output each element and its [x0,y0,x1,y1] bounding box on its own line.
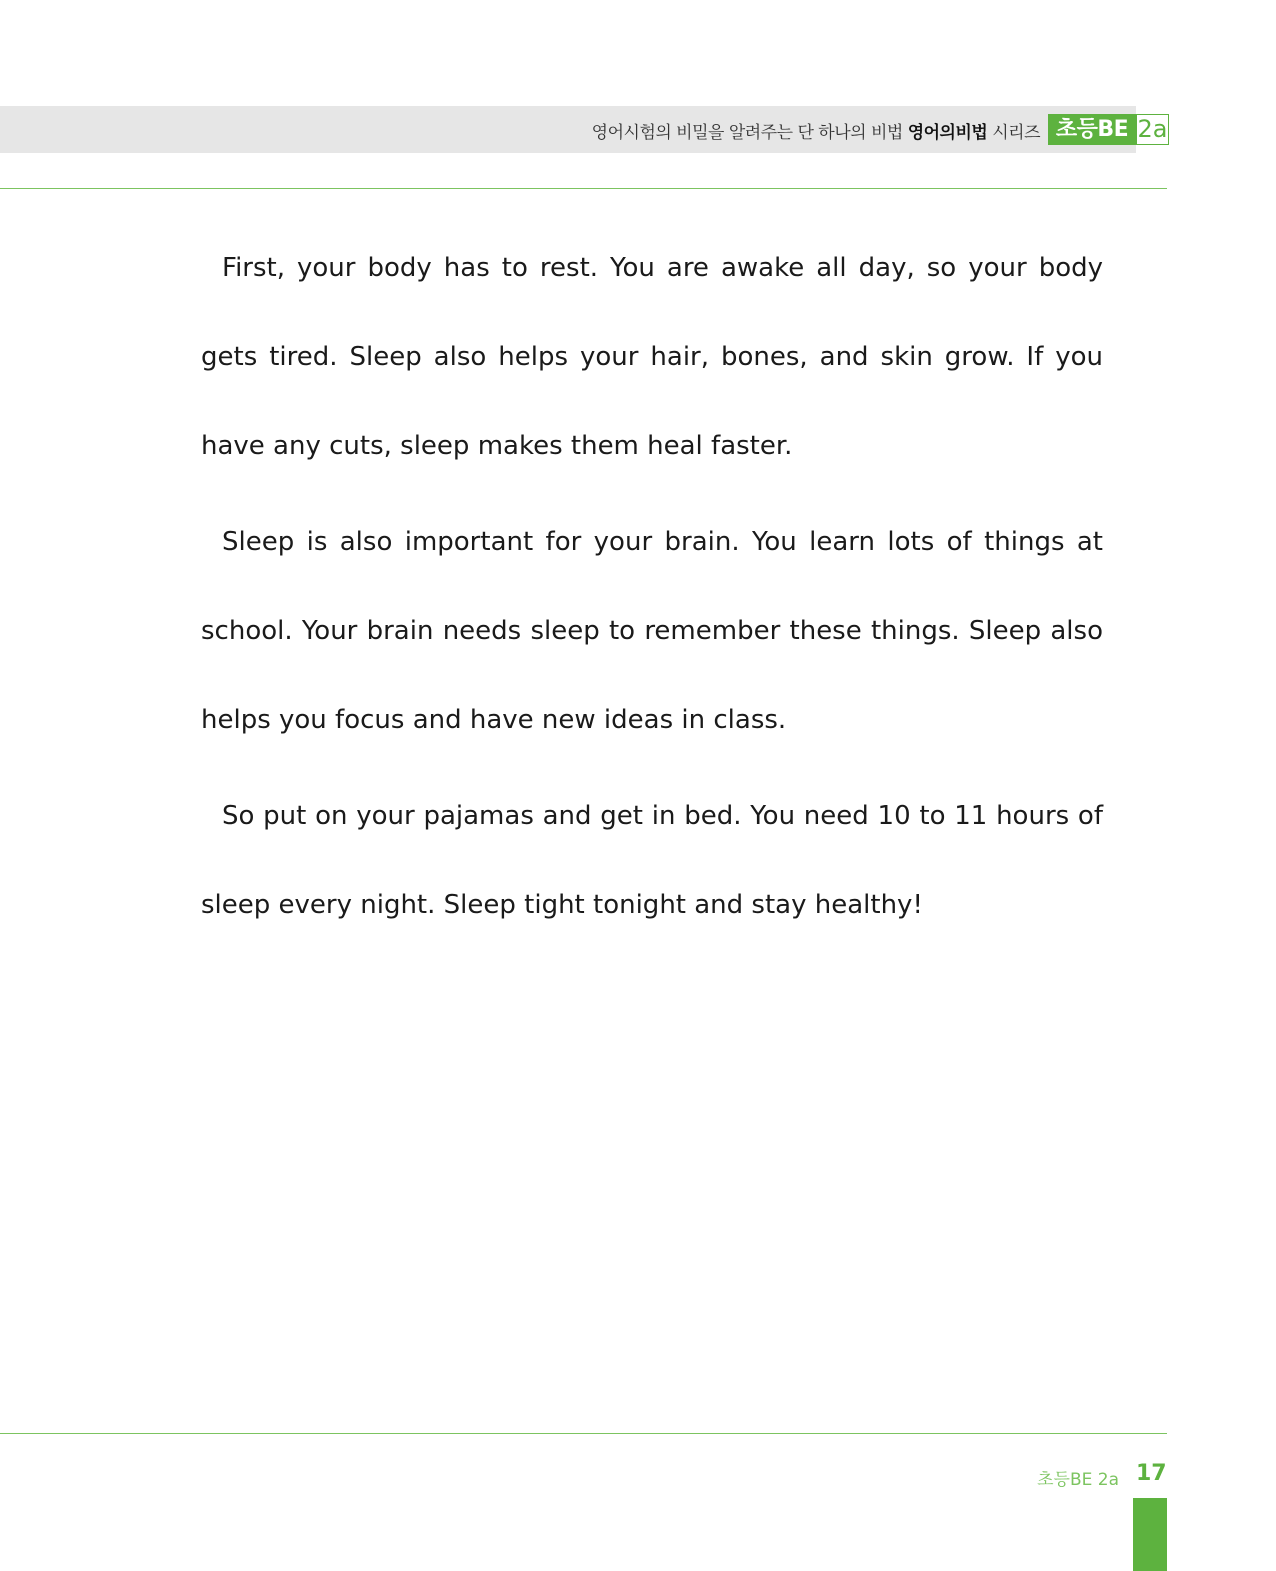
reading-passage [201,224,1103,957]
footer-divider [0,1433,1167,1434]
footer-book-label: 초등BE 2a [1037,1470,1119,1490]
book-badge: 초등BE [1048,114,1136,145]
level-badge: 2a [1137,115,1168,143]
page-number: 17 [1136,1461,1167,1486]
series-title-bold: 영어의비법 [907,123,988,143]
series-title [592,118,1040,143]
header-divider [0,188,1167,189]
paragraph-3: So put on your pajamas and get in bed. You need 10 to 11 hours of sleep every night. Sleep tight tonight and stay healthy! [201,801,1103,920]
series-title-prefix: 영어시험의 비밀을 알려주는 단 하나의 비법 [591,123,908,143]
page-tab-marker [1133,1498,1167,1571]
paragraph-1: First, your body has to rest. You are awake all day, so your body gets tired. Sleep also helps your hair, bones, and skin grow. If you have any cuts, sleep makes them heal faster. [201,253,1103,461]
series-title-suffix: 시리즈 [987,123,1040,143]
paragraph-2: Sleep is also important for your brain. You learn lots of things at school. Your brain needs sleep to remember these things. Sleep also helps you focus and have new ideas in class. [201,527,1103,735]
